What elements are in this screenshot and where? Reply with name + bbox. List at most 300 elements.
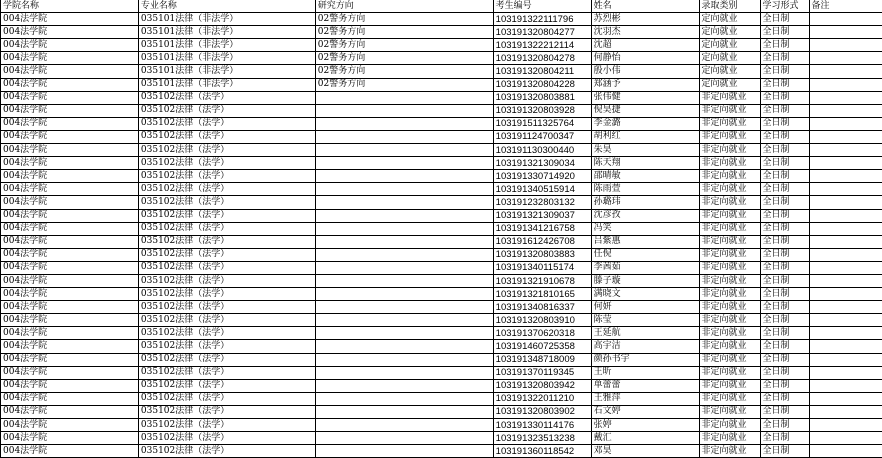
cell-study-mode: 全日制 xyxy=(760,183,809,196)
cell-college: 004法学院 xyxy=(1,157,139,170)
cell-research-direction xyxy=(315,261,493,274)
cell-remarks xyxy=(809,445,882,458)
cell-college: 004法学院 xyxy=(1,183,139,196)
cell-candidate-id: 103191321309034 xyxy=(493,157,591,170)
cell-research-direction xyxy=(315,170,493,183)
cell-admission-category: 非定向就业 xyxy=(699,366,760,379)
cell-research-direction xyxy=(315,379,493,392)
header-college: 学院名称 xyxy=(1,0,139,13)
cell-major: 035102法律（法学） xyxy=(138,144,315,157)
cell-major: 035102法律（法学） xyxy=(138,104,315,117)
cell-remarks xyxy=(809,340,882,353)
table-row xyxy=(1,261,882,274)
cell-college: 004法学院 xyxy=(1,274,139,287)
cell-college: 004法学院 xyxy=(1,340,139,353)
cell-major: 035101法律（非法学） xyxy=(138,52,315,65)
table-row xyxy=(1,235,882,248)
cell-admission-category: 非定向就业 xyxy=(699,353,760,366)
cell-remarks xyxy=(809,144,882,157)
cell-name: 李金潞 xyxy=(591,117,699,130)
cell-remarks xyxy=(809,26,882,39)
cell-study-mode: 全日制 xyxy=(760,196,809,209)
cell-name: 邓昊 xyxy=(591,445,699,458)
cell-study-mode: 全日制 xyxy=(760,327,809,340)
cell-college: 004法学院 xyxy=(1,104,139,117)
cell-major: 035102法律（法学） xyxy=(138,235,315,248)
cell-remarks xyxy=(809,432,882,445)
table-row xyxy=(1,419,882,432)
cell-research-direction xyxy=(315,314,493,327)
cell-admission-category: 非定向就业 xyxy=(699,117,760,130)
table-row xyxy=(1,39,882,52)
cell-remarks xyxy=(809,366,882,379)
header-admission-category: 录取类别 xyxy=(699,0,760,13)
cell-major: 035101法律（非法学） xyxy=(138,26,315,39)
header-name: 姓名 xyxy=(591,0,699,13)
cell-name: 朱昊 xyxy=(591,144,699,157)
cell-candidate-id: 103191320803928 xyxy=(493,104,591,117)
header-major: 专业名称 xyxy=(138,0,315,13)
table-row xyxy=(1,340,882,353)
cell-name: 倪昊捷 xyxy=(591,104,699,117)
cell-candidate-id: 103191322212114 xyxy=(493,39,591,52)
cell-name: 滕子璇 xyxy=(591,274,699,287)
table-row xyxy=(1,209,882,222)
cell-candidate-id: 103191323513238 xyxy=(493,432,591,445)
cell-major: 035102法律（法学） xyxy=(138,419,315,432)
cell-name: 石文婷 xyxy=(591,405,699,418)
table-row xyxy=(1,274,882,287)
cell-name: 郑涵予 xyxy=(591,78,699,91)
table-header-row xyxy=(1,0,882,13)
table-row xyxy=(1,392,882,405)
cell-name: 王延航 xyxy=(591,327,699,340)
cell-candidate-id: 103191320804211 xyxy=(493,65,591,78)
cell-admission-category: 非定向就业 xyxy=(699,235,760,248)
cell-name: 任倪 xyxy=(591,248,699,261)
cell-major: 035102法律（法学） xyxy=(138,353,315,366)
table-row xyxy=(1,248,882,261)
cell-admission-category: 非定向就业 xyxy=(699,248,760,261)
cell-college: 004法学院 xyxy=(1,78,139,91)
cell-candidate-id: 103191322111796 xyxy=(493,13,591,26)
cell-remarks xyxy=(809,379,882,392)
cell-research-direction xyxy=(315,183,493,196)
cell-study-mode: 全日制 xyxy=(760,52,809,65)
cell-name: 吕紫惠 xyxy=(591,235,699,248)
cell-research-direction xyxy=(315,419,493,432)
cell-admission-category: 非定向就业 xyxy=(699,288,760,301)
cell-admission-category: 非定向就业 xyxy=(699,91,760,104)
cell-college: 004法学院 xyxy=(1,91,139,104)
cell-name: 沈彦孜 xyxy=(591,209,699,222)
cell-admission-category: 非定向就业 xyxy=(699,183,760,196)
cell-study-mode: 全日制 xyxy=(760,78,809,91)
cell-study-mode: 全日制 xyxy=(760,379,809,392)
cell-name: 满晓文 xyxy=(591,288,699,301)
cell-study-mode: 全日制 xyxy=(760,209,809,222)
cell-major: 035102法律（法学） xyxy=(138,327,315,340)
cell-college: 004法学院 xyxy=(1,52,139,65)
cell-study-mode: 全日制 xyxy=(760,340,809,353)
cell-admission-category: 非定向就业 xyxy=(699,222,760,235)
cell-name: 李茜茹 xyxy=(591,261,699,274)
cell-remarks xyxy=(809,235,882,248)
cell-college: 004法学院 xyxy=(1,26,139,39)
cell-candidate-id: 103191321309037 xyxy=(493,209,591,222)
cell-research-direction xyxy=(315,248,493,261)
cell-research-direction xyxy=(315,432,493,445)
cell-study-mode: 全日制 xyxy=(760,405,809,418)
cell-admission-category: 非定向就业 xyxy=(699,301,760,314)
table-row xyxy=(1,353,882,366)
cell-remarks xyxy=(809,301,882,314)
cell-study-mode: 全日制 xyxy=(760,432,809,445)
cell-major: 035102法律（法学） xyxy=(138,379,315,392)
cell-candidate-id: 103191232803132 xyxy=(493,196,591,209)
cell-remarks xyxy=(809,314,882,327)
table-row xyxy=(1,52,882,65)
cell-college: 004法学院 xyxy=(1,301,139,314)
cell-name: 冯笑 xyxy=(591,222,699,235)
cell-name: 邵晴敏 xyxy=(591,170,699,183)
cell-candidate-id: 103191370620318 xyxy=(493,327,591,340)
table-row xyxy=(1,117,882,130)
table-row xyxy=(1,314,882,327)
cell-name: 胡利红 xyxy=(591,130,699,143)
cell-research-direction xyxy=(315,327,493,340)
cell-major: 035102法律（法学） xyxy=(138,196,315,209)
cell-study-mode: 全日制 xyxy=(760,170,809,183)
cell-research-direction xyxy=(315,117,493,130)
cell-name: 张伟健 xyxy=(591,91,699,104)
cell-major: 035102法律（法学） xyxy=(138,91,315,104)
cell-major: 035102法律（法学） xyxy=(138,366,315,379)
cell-research-direction: 02警务方向 xyxy=(315,65,493,78)
cell-candidate-id: 103191341216758 xyxy=(493,222,591,235)
cell-college: 004法学院 xyxy=(1,117,139,130)
header-research-direction: 研究方向 xyxy=(315,0,493,13)
cell-candidate-id: 103191322011210 xyxy=(493,392,591,405)
cell-admission-category: 非定向就业 xyxy=(699,379,760,392)
cell-major: 035102法律（法学） xyxy=(138,261,315,274)
cell-study-mode: 全日制 xyxy=(760,419,809,432)
cell-major: 035102法律（法学） xyxy=(138,274,315,287)
cell-research-direction: 02警务方向 xyxy=(315,39,493,52)
cell-study-mode: 全日制 xyxy=(760,91,809,104)
cell-college: 004法学院 xyxy=(1,327,139,340)
cell-major: 035101法律（非法学） xyxy=(138,78,315,91)
cell-remarks xyxy=(809,392,882,405)
cell-remarks xyxy=(809,327,882,340)
cell-college: 004法学院 xyxy=(1,432,139,445)
cell-study-mode: 全日制 xyxy=(760,144,809,157)
cell-research-direction xyxy=(315,196,493,209)
cell-admission-category: 非定向就业 xyxy=(699,327,760,340)
cell-research-direction xyxy=(315,445,493,458)
cell-study-mode: 全日制 xyxy=(760,222,809,235)
cell-candidate-id: 103191320804277 xyxy=(493,26,591,39)
cell-study-mode: 全日制 xyxy=(760,392,809,405)
cell-major: 035102法律（法学） xyxy=(138,157,315,170)
cell-study-mode: 全日制 xyxy=(760,301,809,314)
cell-remarks xyxy=(809,65,882,78)
cell-admission-category: 非定向就业 xyxy=(699,314,760,327)
table-row xyxy=(1,301,882,314)
cell-major: 035102法律（法学） xyxy=(138,405,315,418)
cell-college: 004法学院 xyxy=(1,248,139,261)
cell-candidate-id: 103191320803910 xyxy=(493,314,591,327)
cell-admission-category: 非定向就业 xyxy=(699,405,760,418)
cell-name: 高宇洁 xyxy=(591,340,699,353)
cell-admission-category: 非定向就业 xyxy=(699,274,760,287)
cell-research-direction xyxy=(315,235,493,248)
cell-admission-category: 非定向就业 xyxy=(699,209,760,222)
cell-remarks xyxy=(809,288,882,301)
cell-study-mode: 全日制 xyxy=(760,13,809,26)
cell-research-direction xyxy=(315,222,493,235)
table-row xyxy=(1,13,882,26)
cell-admission-category: 非定向就业 xyxy=(699,445,760,458)
cell-study-mode: 全日制 xyxy=(760,261,809,274)
table-row xyxy=(1,78,882,91)
cell-college: 004法学院 xyxy=(1,366,139,379)
table-row xyxy=(1,130,882,143)
cell-candidate-id: 103191320803881 xyxy=(493,91,591,104)
table-row xyxy=(1,91,882,104)
cell-name: 殷小伟 xyxy=(591,65,699,78)
cell-remarks xyxy=(809,353,882,366)
cell-remarks xyxy=(809,39,882,52)
cell-research-direction: 02警务方向 xyxy=(315,26,493,39)
cell-major: 035102法律（法学） xyxy=(138,432,315,445)
cell-college: 004法学院 xyxy=(1,235,139,248)
cell-major: 035101法律（非法学） xyxy=(138,13,315,26)
cell-major: 035102法律（法学） xyxy=(138,248,315,261)
cell-college: 004法学院 xyxy=(1,196,139,209)
cell-college: 004法学院 xyxy=(1,65,139,78)
cell-study-mode: 全日制 xyxy=(760,274,809,287)
cell-research-direction xyxy=(315,157,493,170)
cell-candidate-id: 103191360118542 xyxy=(493,445,591,458)
cell-study-mode: 全日制 xyxy=(760,157,809,170)
cell-admission-category: 定向就业 xyxy=(699,78,760,91)
cell-college: 004法学院 xyxy=(1,209,139,222)
cell-major: 035102法律（法学） xyxy=(138,392,315,405)
cell-candidate-id: 103191320804228 xyxy=(493,78,591,91)
cell-college: 004法学院 xyxy=(1,445,139,458)
cell-study-mode: 全日制 xyxy=(760,248,809,261)
cell-research-direction xyxy=(315,288,493,301)
table-row xyxy=(1,26,882,39)
cell-research-direction xyxy=(315,392,493,405)
cell-admission-category: 非定向就业 xyxy=(699,130,760,143)
table-row xyxy=(1,144,882,157)
cell-remarks xyxy=(809,261,882,274)
cell-name: 何静怡 xyxy=(591,52,699,65)
cell-remarks xyxy=(809,419,882,432)
cell-college: 004法学院 xyxy=(1,222,139,235)
table-row xyxy=(1,196,882,209)
cell-admission-category: 非定向就业 xyxy=(699,419,760,432)
cell-major: 035102法律（法学） xyxy=(138,117,315,130)
cell-major: 035102法律（法学） xyxy=(138,314,315,327)
cell-remarks xyxy=(809,13,882,26)
table-row xyxy=(1,327,882,340)
cell-candidate-id: 103191320803883 xyxy=(493,248,591,261)
cell-study-mode: 全日制 xyxy=(760,26,809,39)
cell-study-mode: 全日制 xyxy=(760,130,809,143)
cell-major: 035102法律（法学） xyxy=(138,209,315,222)
cell-college: 004法学院 xyxy=(1,130,139,143)
cell-major: 035102法律（法学） xyxy=(138,170,315,183)
cell-admission-category: 非定向就业 xyxy=(699,196,760,209)
cell-name: 苏烈彬 xyxy=(591,13,699,26)
cell-remarks xyxy=(809,248,882,261)
cell-study-mode: 全日制 xyxy=(760,314,809,327)
cell-remarks xyxy=(809,104,882,117)
cell-remarks xyxy=(809,78,882,91)
cell-college: 004法学院 xyxy=(1,353,139,366)
table-row xyxy=(1,288,882,301)
cell-admission-category: 非定向就业 xyxy=(699,144,760,157)
cell-admission-category: 非定向就业 xyxy=(699,170,760,183)
table-row xyxy=(1,65,882,78)
cell-research-direction xyxy=(315,353,493,366)
cell-name: 孙璐玮 xyxy=(591,196,699,209)
cell-candidate-id: 103191340515914 xyxy=(493,183,591,196)
cell-research-direction xyxy=(315,144,493,157)
cell-college: 004法学院 xyxy=(1,288,139,301)
cell-admission-category: 定向就业 xyxy=(699,26,760,39)
table-row xyxy=(1,432,882,445)
table-row xyxy=(1,222,882,235)
cell-remarks xyxy=(809,117,882,130)
cell-major: 035102法律（法学） xyxy=(138,183,315,196)
cell-research-direction: 02警务方向 xyxy=(315,78,493,91)
cell-candidate-id: 103191130300440 xyxy=(493,144,591,157)
header-candidate-id: 考生编号 xyxy=(493,0,591,13)
cell-research-direction xyxy=(315,91,493,104)
table-body xyxy=(1,0,882,458)
cell-remarks xyxy=(809,170,882,183)
cell-name: 单蕾蕾 xyxy=(591,379,699,392)
cell-candidate-id: 103191330714920 xyxy=(493,170,591,183)
table-row xyxy=(1,183,882,196)
cell-remarks xyxy=(809,222,882,235)
cell-research-direction xyxy=(315,405,493,418)
cell-study-mode: 全日制 xyxy=(760,65,809,78)
cell-college: 004法学院 xyxy=(1,405,139,418)
cell-study-mode: 全日制 xyxy=(760,117,809,130)
cell-study-mode: 全日制 xyxy=(760,445,809,458)
table-row xyxy=(1,104,882,117)
cell-name: 张婷 xyxy=(591,419,699,432)
cell-college: 004法学院 xyxy=(1,144,139,157)
header-study-mode: 学习形式 xyxy=(760,0,809,13)
cell-candidate-id: 103191348718009 xyxy=(493,353,591,366)
cell-admission-category: 非定向就业 xyxy=(699,261,760,274)
cell-candidate-id: 103191340816337 xyxy=(493,301,591,314)
cell-major: 035101法律（非法学） xyxy=(138,65,315,78)
cell-college: 004法学院 xyxy=(1,314,139,327)
cell-college: 004法学院 xyxy=(1,170,139,183)
cell-remarks xyxy=(809,405,882,418)
header-remarks: 备注 xyxy=(809,0,882,13)
cell-college: 004法学院 xyxy=(1,39,139,52)
cell-major: 035102法律（法学） xyxy=(138,222,315,235)
cell-candidate-id: 103191124700347 xyxy=(493,130,591,143)
cell-major: 035102法律（法学） xyxy=(138,340,315,353)
table-row xyxy=(1,405,882,418)
cell-research-direction xyxy=(315,130,493,143)
cell-candidate-id: 103191370119345 xyxy=(493,366,591,379)
cell-name: 王雅萍 xyxy=(591,392,699,405)
cell-name: 王昕 xyxy=(591,366,699,379)
cell-major: 035102法律（法学） xyxy=(138,301,315,314)
cell-admission-category: 非定向就业 xyxy=(699,340,760,353)
cell-research-direction xyxy=(315,366,493,379)
cell-admission-category: 非定向就业 xyxy=(699,104,760,117)
table-row xyxy=(1,170,882,183)
cell-admission-category: 非定向就业 xyxy=(699,392,760,405)
cell-research-direction: 02警务方向 xyxy=(315,52,493,65)
cell-candidate-id: 103191460725358 xyxy=(493,340,591,353)
cell-name: 陈莹 xyxy=(591,314,699,327)
cell-admission-category: 定向就业 xyxy=(699,52,760,65)
cell-remarks xyxy=(809,91,882,104)
cell-remarks xyxy=(809,196,882,209)
cell-college: 004法学院 xyxy=(1,419,139,432)
cell-candidate-id: 103191340115174 xyxy=(493,261,591,274)
cell-candidate-id: 103191320803942 xyxy=(493,379,591,392)
cell-candidate-id: 103191511325764 xyxy=(493,117,591,130)
cell-research-direction: 02警务方向 xyxy=(315,13,493,26)
cell-research-direction xyxy=(315,274,493,287)
cell-research-direction xyxy=(315,340,493,353)
cell-name: 沈超 xyxy=(591,39,699,52)
cell-candidate-id: 103191320804278 xyxy=(493,52,591,65)
cell-research-direction xyxy=(315,301,493,314)
cell-candidate-id: 103191321910678 xyxy=(493,274,591,287)
cell-name: 何妍 xyxy=(591,301,699,314)
cell-remarks xyxy=(809,183,882,196)
cell-admission-category: 非定向就业 xyxy=(699,157,760,170)
cell-study-mode: 全日制 xyxy=(760,235,809,248)
cell-research-direction xyxy=(315,209,493,222)
cell-name: 戴汇 xyxy=(591,432,699,445)
cell-college: 004法学院 xyxy=(1,392,139,405)
cell-candidate-id: 103191321810165 xyxy=(493,288,591,301)
cell-major: 035102法律（法学） xyxy=(138,445,315,458)
table-row xyxy=(1,157,882,170)
cell-remarks xyxy=(809,52,882,65)
cell-name: 陈天翔 xyxy=(591,157,699,170)
cell-college: 004法学院 xyxy=(1,13,139,26)
table-row xyxy=(1,445,882,458)
cell-remarks xyxy=(809,209,882,222)
cell-name: 沈羽杰 xyxy=(591,26,699,39)
cell-remarks xyxy=(809,130,882,143)
cell-study-mode: 全日制 xyxy=(760,39,809,52)
cell-remarks xyxy=(809,274,882,287)
cell-admission-category: 定向就业 xyxy=(699,13,760,26)
cell-candidate-id: 103191612426708 xyxy=(493,235,591,248)
cell-research-direction xyxy=(315,104,493,117)
cell-major: 035102法律（法学） xyxy=(138,288,315,301)
cell-candidate-id: 103191330114176 xyxy=(493,419,591,432)
cell-study-mode: 全日制 xyxy=(760,366,809,379)
